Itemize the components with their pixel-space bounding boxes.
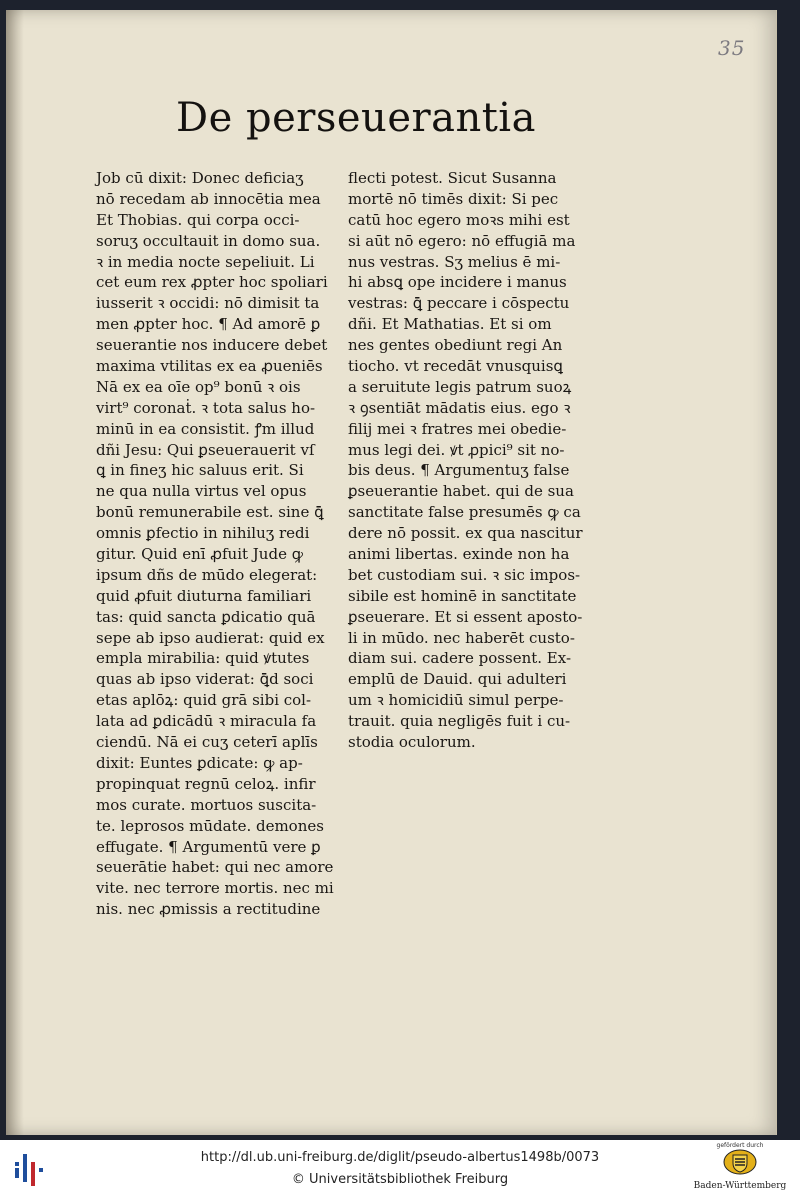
text-line: etas aplōꝝ: quid grā sibi col- <box>96 691 312 710</box>
sponsor-name: Baden-Württemberg <box>693 1181 787 1191</box>
text-line: minū in ea consistit. ꝭm illud <box>96 419 315 438</box>
text-line: iusserit ꝛ occidi: nō dimisit ta <box>96 294 320 313</box>
text-line: quid ꝓfuit diuturna familiari <box>96 586 312 605</box>
text-line: ꝗ in fineʒ hic saluus erit. Si <box>96 461 304 480</box>
sponsor-block <box>690 1142 790 1194</box>
page-heading: De perseuerantia <box>176 95 536 141</box>
text-line: bis deus. ¶ Argumentuʒ false <box>348 461 570 480</box>
text-line: ꝛ ꝯsentiāt mādatis eius. ego ꝛ <box>348 398 571 417</box>
text-line: ipsum dñs de mūdo elegerat: <box>96 565 318 584</box>
text-line: catū hoc egero moꝛs mihi est <box>348 210 570 229</box>
page-gutter-shadow <box>6 10 24 1135</box>
text-line: mortē nō timēs dixit: Si pec <box>348 189 559 208</box>
text-line: sibile est hominē in sanctitate <box>348 586 577 605</box>
text-line: sepe ab ipso audierat: quid ex <box>96 628 325 647</box>
text-column-left <box>96 168 336 920</box>
text-line: ne qua nulla virtus vel opus <box>96 482 307 501</box>
text-line: ꝑseuerare. Et si essent aposto- <box>348 607 583 626</box>
text-line: emplū de Dauid. qui adulteri <box>348 670 567 689</box>
text-line: virt⁹ coronaṫ. ꝛ tota salus ho- <box>96 398 316 417</box>
text-line: si aūt nō egero: nō effugiā ma <box>348 231 576 250</box>
text-line: animi libertas. exinde non ha <box>348 545 570 564</box>
text-line: propinquat regnū celoꝝ. infir <box>96 774 316 793</box>
text-line: dere nō possit. ex qua nascitur <box>348 524 583 543</box>
text-line: ciendū. Nā ei cuʒ ceterī aplīs <box>96 733 318 752</box>
text-line: um ꝛ homicidiū simul perpe- <box>348 691 564 710</box>
text-line: omnis ꝑfectio in nihiluʒ redi <box>96 524 310 543</box>
text-line: vite. nec terrore mortis. nec mi <box>96 879 334 898</box>
text-line: Nā ex ea oīe op⁹ bonū ꝛ ois <box>96 377 301 396</box>
text-line: effugate. ¶ Argumentū vere ꝑ <box>96 837 321 856</box>
text-line: empla mirabilia: quid ꝟtutes <box>96 649 310 668</box>
text-line: tas: quid sancta ꝑdicatio quā <box>96 607 316 626</box>
text-line: sanctitate false presumēs ꝙ ca <box>348 503 581 522</box>
text-line: seuerantie nos inducere debet <box>96 336 328 355</box>
text-line: gitur. Quid enī ꝓfuit Jude ꝙ <box>96 545 303 564</box>
text-line: Et Thobias. qui corpa occi- <box>96 210 300 229</box>
text-line: diam sui. cadere possent. Ex- <box>348 649 572 668</box>
text-line: ꝑseuerantie habet. qui de sua <box>348 482 574 501</box>
baden-wuerttemberg-crest-icon <box>723 1149 757 1175</box>
text-line: vestras: ꝗ̄ peccare i cōspectu <box>348 294 570 313</box>
text-line: seuerātie habet: qui nec amore <box>96 858 334 877</box>
text-line: li in mūdo. nec haberēt custo- <box>348 628 575 647</box>
text-line: maxima vtilitas ex ea ꝓueniēs <box>96 357 323 376</box>
text-line: soruʒ occultauit in domo sua. <box>96 231 321 250</box>
sponsor-caption: gefördert durch <box>716 1142 764 1149</box>
text-line: mus legi dei. ꝟt ꝓpici⁹ sit no- <box>348 440 565 459</box>
text-column-right <box>348 168 613 753</box>
text-line: dixit: Euntes ꝑdicate: ꝙ ap- <box>96 753 303 772</box>
text-line: te. leprosos mūdate. demones <box>96 816 324 835</box>
text-line: bet custodiam sui. ꝛ sic impos- <box>348 565 581 584</box>
text-line: quas ab ipso viderat: ꝗ̄d soci <box>96 670 314 689</box>
text-line: flecti potest. Sicut Susanna <box>348 169 557 187</box>
book-page <box>6 10 777 1135</box>
text-line: filij mei ꝛ fratres mei obedie- <box>348 419 567 438</box>
text-line: bonū remunerabile est. sine ꝗ̄ <box>96 503 324 522</box>
text-line: nō recedam ab innocētia mea <box>96 189 321 208</box>
text-line: ꝛ in media nocte sepeliuit. Li <box>96 252 315 271</box>
text-line: hi absꝗ ope incidere i manus <box>348 273 567 292</box>
footer-copyright: © Universitätsbibliothek Freiburg <box>291 1172 509 1187</box>
text-line: nis. nec ꝓmissis a rectitudine <box>96 900 321 919</box>
folio-number: 35 <box>718 36 746 60</box>
text-line: a seruitute legis patrum suoꝝ <box>348 377 572 396</box>
text-line: trauit. quia negligēs fuit i cu- <box>348 712 571 731</box>
text-line: Job cū dixit: Donec deficiaʒ <box>96 169 304 187</box>
footer-url-link[interactable]: http://dl.ub.uni-freiburg.de/diglit/pseudo-albertus1498b/0073 <box>200 1150 600 1165</box>
text-line: nus vestras. Sʒ melius ē mi- <box>348 252 561 271</box>
text-line: nes gentes obediunt regi An <box>348 336 563 355</box>
text-line: mos curate. mortuos suscita- <box>96 795 317 814</box>
text-line: tiocho. vt recedāt vnusquisꝗ <box>348 357 563 376</box>
text-line: dñi Jesu: Qui ꝑseuerauerit vſ <box>96 440 315 459</box>
text-line: men ꝓpter hoc. ¶ Ad amorē ꝑ <box>96 315 321 334</box>
text-line: dñi. Et Mathatias. Et si om <box>348 315 552 334</box>
text-line: cet eum rex ꝓpter hoc spoliari <box>96 273 328 292</box>
viewer-footer <box>0 1140 800 1195</box>
text-line: stodia oculorum. <box>348 733 476 752</box>
text-line: lata ad ꝑdicādū ꝛ miracula fa <box>96 712 317 731</box>
